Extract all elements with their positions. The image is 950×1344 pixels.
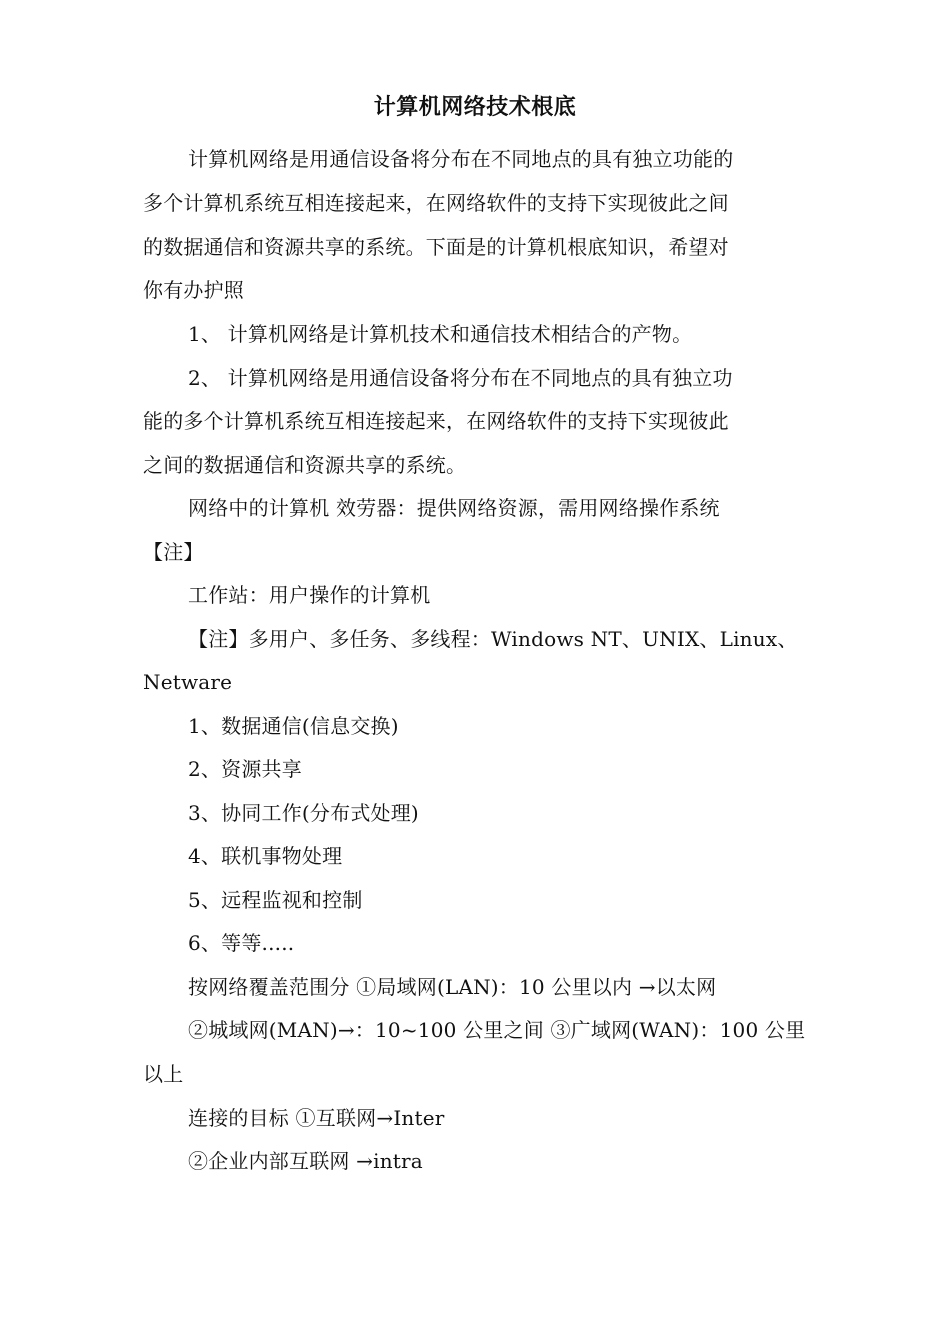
coverage-line-1: 按网络覆盖范围分 ①局域网(LAN)：10 公里以内 →以太网 [188,975,717,999]
numbered-item-2-line-2: 能的多个计算机系统互相连接起来，在网络软件的支持下实现彼此 [143,409,729,433]
function-item-3: 3、协同工作(分布式处理) [188,801,419,825]
server-note-line: 【注】 [143,540,204,564]
coverage-line-3: 以上 [143,1062,184,1086]
paragraph-line-3: 的数据通信和资源共享的系统。下面是的计算机根底知识，希望对 [143,235,729,259]
function-item-6: 6、等等..... [188,931,295,955]
function-item-1: 1、数据通信(信息交换) [188,714,399,738]
coverage-line-2: ②城域网(MAN)→：10~100 公里之间 ③广域网(WAN)：100 公里 [188,1018,806,1042]
document-title: 计算机网络技术根底 [373,95,577,120]
function-item-4: 4、联机事物处理 [188,844,343,868]
numbered-item-1: 1、 计算机网络是计算机技术和通信技术相结合的产物。 [188,322,693,346]
os-note-line-1: 【注】多用户、多任务、多线程：Windows NT、UNIX、Linux、 [188,627,798,651]
connection-target-line-2: ②企业内部互联网 →intra [188,1149,423,1173]
function-item-2: 2、资源共享 [188,757,302,781]
function-item-5: 5、远程监视和控制 [188,888,363,912]
paragraph-line-4: 你有办护照 [143,278,244,302]
connection-target-line-1: 连接的目标 ①互联网→Inter [188,1106,445,1130]
server-definition-line: 网络中的计算机 效劳器：提供网络资源，需用网络操作系统 [188,496,720,520]
paragraph-line-2: 多个计算机系统互相连接起来，在网络软件的支持下实现彼此之间 [143,191,729,215]
numbered-item-2-line-1: 2、 计算机网络是用通信设备将分布在不同地点的具有独立功 [188,366,733,390]
workstation-definition-line: 工作站：用户操作的计算机 [188,583,431,607]
paragraph-line-1: 计算机网络是用通信设备将分布在不同地点的具有独立功能的 [188,147,734,171]
os-note-line-2: Netware [143,670,233,694]
numbered-item-2-line-3: 之间的数据通信和资源共享的系统。 [143,453,467,477]
